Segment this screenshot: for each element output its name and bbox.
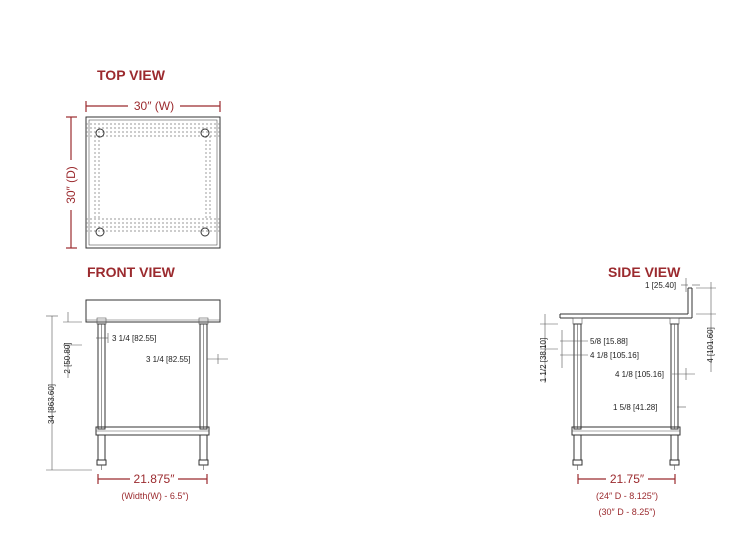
side-bottom-width: 21.75″ <box>609 472 645 486</box>
side-dim-4: 4 [101.60] <box>706 327 715 363</box>
side-dim-1: 1 [25.40] <box>645 281 677 290</box>
top-view-table <box>86 117 220 248</box>
top-width-label: 30″ (W) <box>133 99 175 113</box>
side-dim-1-625: 1 5/8 [41.28] <box>613 403 658 412</box>
front-bottom-width: 21.875″ <box>133 472 175 486</box>
side-note-30: (30″ D - 8.25″) <box>598 507 656 517</box>
front-bottom-note: (Width(W) - 6.5″) <box>121 491 189 501</box>
front-bottom-width-dimension <box>98 472 207 501</box>
front-dim-34: 34 [863.60] <box>47 383 56 425</box>
front-left-foot <box>97 460 106 465</box>
front-dim-3-25-lower-marker <box>146 354 228 364</box>
side-rear-foot <box>670 460 679 465</box>
front-dim-2: 2 [50.80] <box>63 342 72 374</box>
side-dim-4-125-b: 4 1/8 [105.16] <box>615 370 664 379</box>
top-depth-dimension <box>64 117 78 248</box>
side-note-24: (24″ D - 8.125″) <box>596 491 658 501</box>
side-dim-1-625-marker <box>613 403 686 412</box>
side-front-leg-markers <box>560 330 639 368</box>
top-right-leg-mark <box>201 129 209 137</box>
side-view-title: SIDE VIEW <box>608 264 681 280</box>
bottom-right-leg-mark <box>201 228 209 236</box>
side-table-top <box>560 288 692 318</box>
front-right-foot <box>199 460 208 465</box>
front-dim-3-25-lower: 3 1/4 [82.55] <box>146 355 191 364</box>
side-bottom-width-dimension <box>578 472 675 517</box>
top-width-dimension <box>86 99 220 113</box>
front-height-dimension <box>46 316 92 470</box>
front-dim-3-25-upper: 3 1/4 [82.55] <box>112 334 157 343</box>
side-dim-1-5-marker <box>539 314 558 383</box>
side-dim-4-marker <box>696 282 716 372</box>
front-view-title: FRONT VIEW <box>87 264 175 280</box>
side-dim-4-125-a: 4 1/8 [105.16] <box>590 351 639 360</box>
side-dim-5-8: 5/8 [15.88] <box>590 337 628 346</box>
side-dim-1-5: 1 1/2 [38.10] <box>539 337 548 383</box>
top-depth-label: 30″ (D) <box>64 166 78 204</box>
front-view <box>46 264 228 501</box>
side-rear-leg-marker <box>615 368 695 380</box>
top-view-title: TOP VIEW <box>97 67 165 83</box>
top-view <box>64 67 220 248</box>
side-front-foot <box>573 460 582 465</box>
side-view <box>539 264 716 517</box>
front-dim-2-marker <box>63 312 82 378</box>
bottom-left-leg-mark <box>96 228 104 236</box>
